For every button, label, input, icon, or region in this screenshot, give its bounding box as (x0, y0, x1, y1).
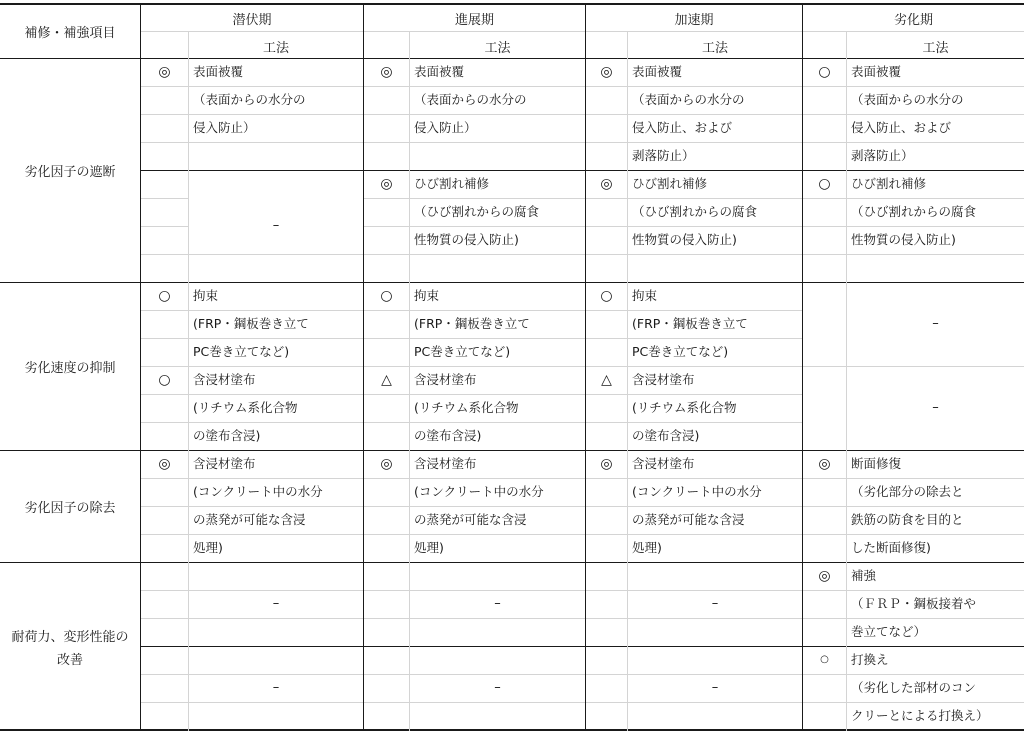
rating-double-circle: ◎ (818, 456, 831, 472)
method-text: (コンクリート中の水分 (632, 484, 762, 499)
method-text: 含浸材塗布 (632, 372, 695, 387)
col-line (627, 31, 628, 731)
col-line (846, 31, 847, 731)
method-text: 表面被覆 (193, 64, 244, 79)
rating-circle: ○ (380, 288, 393, 304)
row-line (140, 198, 188, 199)
method-text: 含浸材塗布 (193, 372, 256, 387)
method-text: 表面被覆 (632, 64, 683, 79)
method-text: PC巻き立てなど) (414, 344, 511, 359)
rating-double-circle: ◎ (380, 176, 393, 192)
method-text: (リチウム系化合物 (414, 400, 519, 415)
method-text: 処理) (632, 540, 662, 555)
header-stage-acceleration: 加速期 (674, 13, 714, 28)
not-applicable-dash: – (272, 218, 280, 233)
header-method-label: 工法 (484, 41, 511, 56)
method-text: （劣化した部材のコン (851, 680, 977, 695)
method-text: 表面被覆 (851, 64, 902, 79)
rating-circle: ○ (818, 176, 831, 192)
method-text: の塗布含浸) (193, 428, 261, 443)
header-stage-progress: 進展期 (454, 13, 494, 28)
not-applicable-dash: – (932, 316, 939, 331)
rating-double-circle: ◎ (600, 456, 613, 472)
rating-triangle: △ (601, 372, 612, 388)
method-text: 拘束 (632, 288, 658, 303)
rating-circle: ○ (818, 64, 831, 80)
table-border-top (0, 3, 1024, 5)
method-text: 性物質の侵入防止) (414, 232, 519, 247)
method-text: 断面修復 (851, 456, 902, 471)
method-text: の蒸発が可能な含浸 (632, 512, 745, 527)
method-text: （ひび割れからの腐食 (851, 204, 977, 219)
header-stage-latent: 潜伏期 (232, 13, 272, 28)
col-line (188, 31, 189, 731)
method-text: PC巻き立てなど) (193, 344, 290, 359)
col-line (409, 31, 410, 731)
rating-double-circle: ◎ (158, 64, 171, 80)
rating-double-circle: ◎ (380, 456, 393, 472)
header-item-label: 補修・補強項目 (24, 26, 116, 41)
not-applicable-dash: – (494, 680, 501, 695)
method-text: 含浸材塗布 (414, 456, 477, 471)
method-text: PC巻き立てなど) (632, 344, 729, 359)
method-text: （ＦＲＰ・鋼板接着や (851, 596, 977, 611)
method-text: 含浸材塗布 (193, 456, 256, 471)
not-applicable-dash: – (711, 680, 719, 695)
method-text: クリーとによる打換え） (851, 708, 989, 723)
header-method-label: 工法 (262, 41, 289, 56)
method-text: 処理) (414, 540, 444, 555)
method-text: （ひび割れからの腐食 (414, 204, 540, 219)
header-method-label: 工法 (701, 41, 728, 56)
row-line (140, 226, 188, 227)
header-stage-deterioration: 劣化期 (893, 13, 933, 28)
method-text: (リチウム系化合物 (193, 400, 298, 415)
method-text: (FRP・鋼板巻き立て (193, 316, 309, 331)
category-load-capacity-2: 改善 (56, 653, 83, 668)
method-text: 剥落防止） (632, 148, 695, 163)
rating-double-circle: ◎ (818, 568, 831, 584)
method-text: （表面からの水分の (632, 92, 745, 107)
method-text: 巻立てなど） (851, 624, 927, 639)
rating-triangle: △ (381, 372, 392, 388)
rating-circle: ○ (600, 288, 613, 304)
method-text: （表面からの水分の (851, 92, 964, 107)
rating-double-circle: ◎ (600, 64, 613, 80)
method-text: (FRP・鋼板巻き立て (414, 316, 530, 331)
method-text: 鉄筋の防食を目的と (851, 512, 964, 527)
row-line (140, 254, 1024, 255)
rating-circle: ○ (158, 372, 171, 388)
method-text: （劣化部分の除去と (851, 484, 964, 499)
method-text: 処理) (193, 540, 223, 555)
not-applicable-dash: – (711, 596, 719, 611)
not-applicable-dash: – (272, 680, 280, 695)
header-method-label: 工法 (922, 41, 949, 56)
method-text: 打換え (851, 652, 889, 667)
method-text: 表面被覆 (414, 64, 465, 79)
method-text: ひび割れ補修 (414, 176, 490, 191)
rating-circle: ○ (158, 288, 171, 304)
method-text: 含浸材塗布 (632, 456, 695, 471)
method-text: ひび割れ補修 (851, 176, 927, 191)
row-line (140, 31, 1024, 32)
not-applicable-dash: – (494, 596, 501, 611)
method-text: 性物質の侵入防止) (632, 232, 737, 247)
category-remove-factor: 劣化因子の除去 (24, 501, 116, 516)
method-text: ひび割れ補修 (632, 176, 708, 191)
method-text: （表面からの水分の (414, 92, 527, 107)
method-text: 侵入防止、および (632, 120, 733, 135)
method-text: (FRP・鋼板巻き立て (632, 316, 748, 331)
method-text: 侵入防止、および (851, 120, 952, 135)
method-text: 含浸材塗布 (414, 372, 477, 387)
rating-small-circle: ○ (820, 654, 829, 665)
method-text: 性物質の侵入防止) (851, 232, 956, 247)
method-text: 剥落防止） (851, 148, 914, 163)
method-text: (リチウム系化合物 (632, 400, 737, 415)
row-line (140, 366, 1024, 367)
method-text: 補強 (851, 568, 877, 583)
method-text: 侵入防止） (414, 120, 477, 135)
method-text: 拘束 (193, 288, 219, 303)
method-text: の塗布含浸) (414, 428, 482, 443)
not-applicable-dash: – (272, 596, 280, 611)
not-applicable-dash: – (932, 400, 939, 415)
row-line (140, 646, 1024, 647)
method-text: (コンクリート中の水分 (193, 484, 323, 499)
method-text: （表面からの水分の (193, 92, 306, 107)
col-line (802, 3, 803, 731)
method-text: の塗布含浸) (632, 428, 700, 443)
method-text: （ひび割れからの腐食 (632, 204, 758, 219)
rating-double-circle: ◎ (380, 64, 393, 80)
method-text: の蒸発が可能な含浸 (414, 512, 527, 527)
rating-double-circle: ◎ (600, 176, 613, 192)
category-load-capacity: 耐荷力、変形性能の (11, 630, 129, 645)
method-text: した断面修復) (851, 540, 931, 555)
category-slow-rate: 劣化速度の抑制 (24, 361, 116, 376)
method-text: の蒸発が可能な含浸 (193, 512, 306, 527)
method-text: 拘束 (414, 288, 440, 303)
rating-double-circle: ◎ (158, 456, 171, 472)
method-text: (コンクリート中の水分 (414, 484, 544, 499)
category-block-factor: 劣化因子の遮断 (24, 165, 116, 180)
method-text: 侵入防止） (193, 120, 256, 135)
